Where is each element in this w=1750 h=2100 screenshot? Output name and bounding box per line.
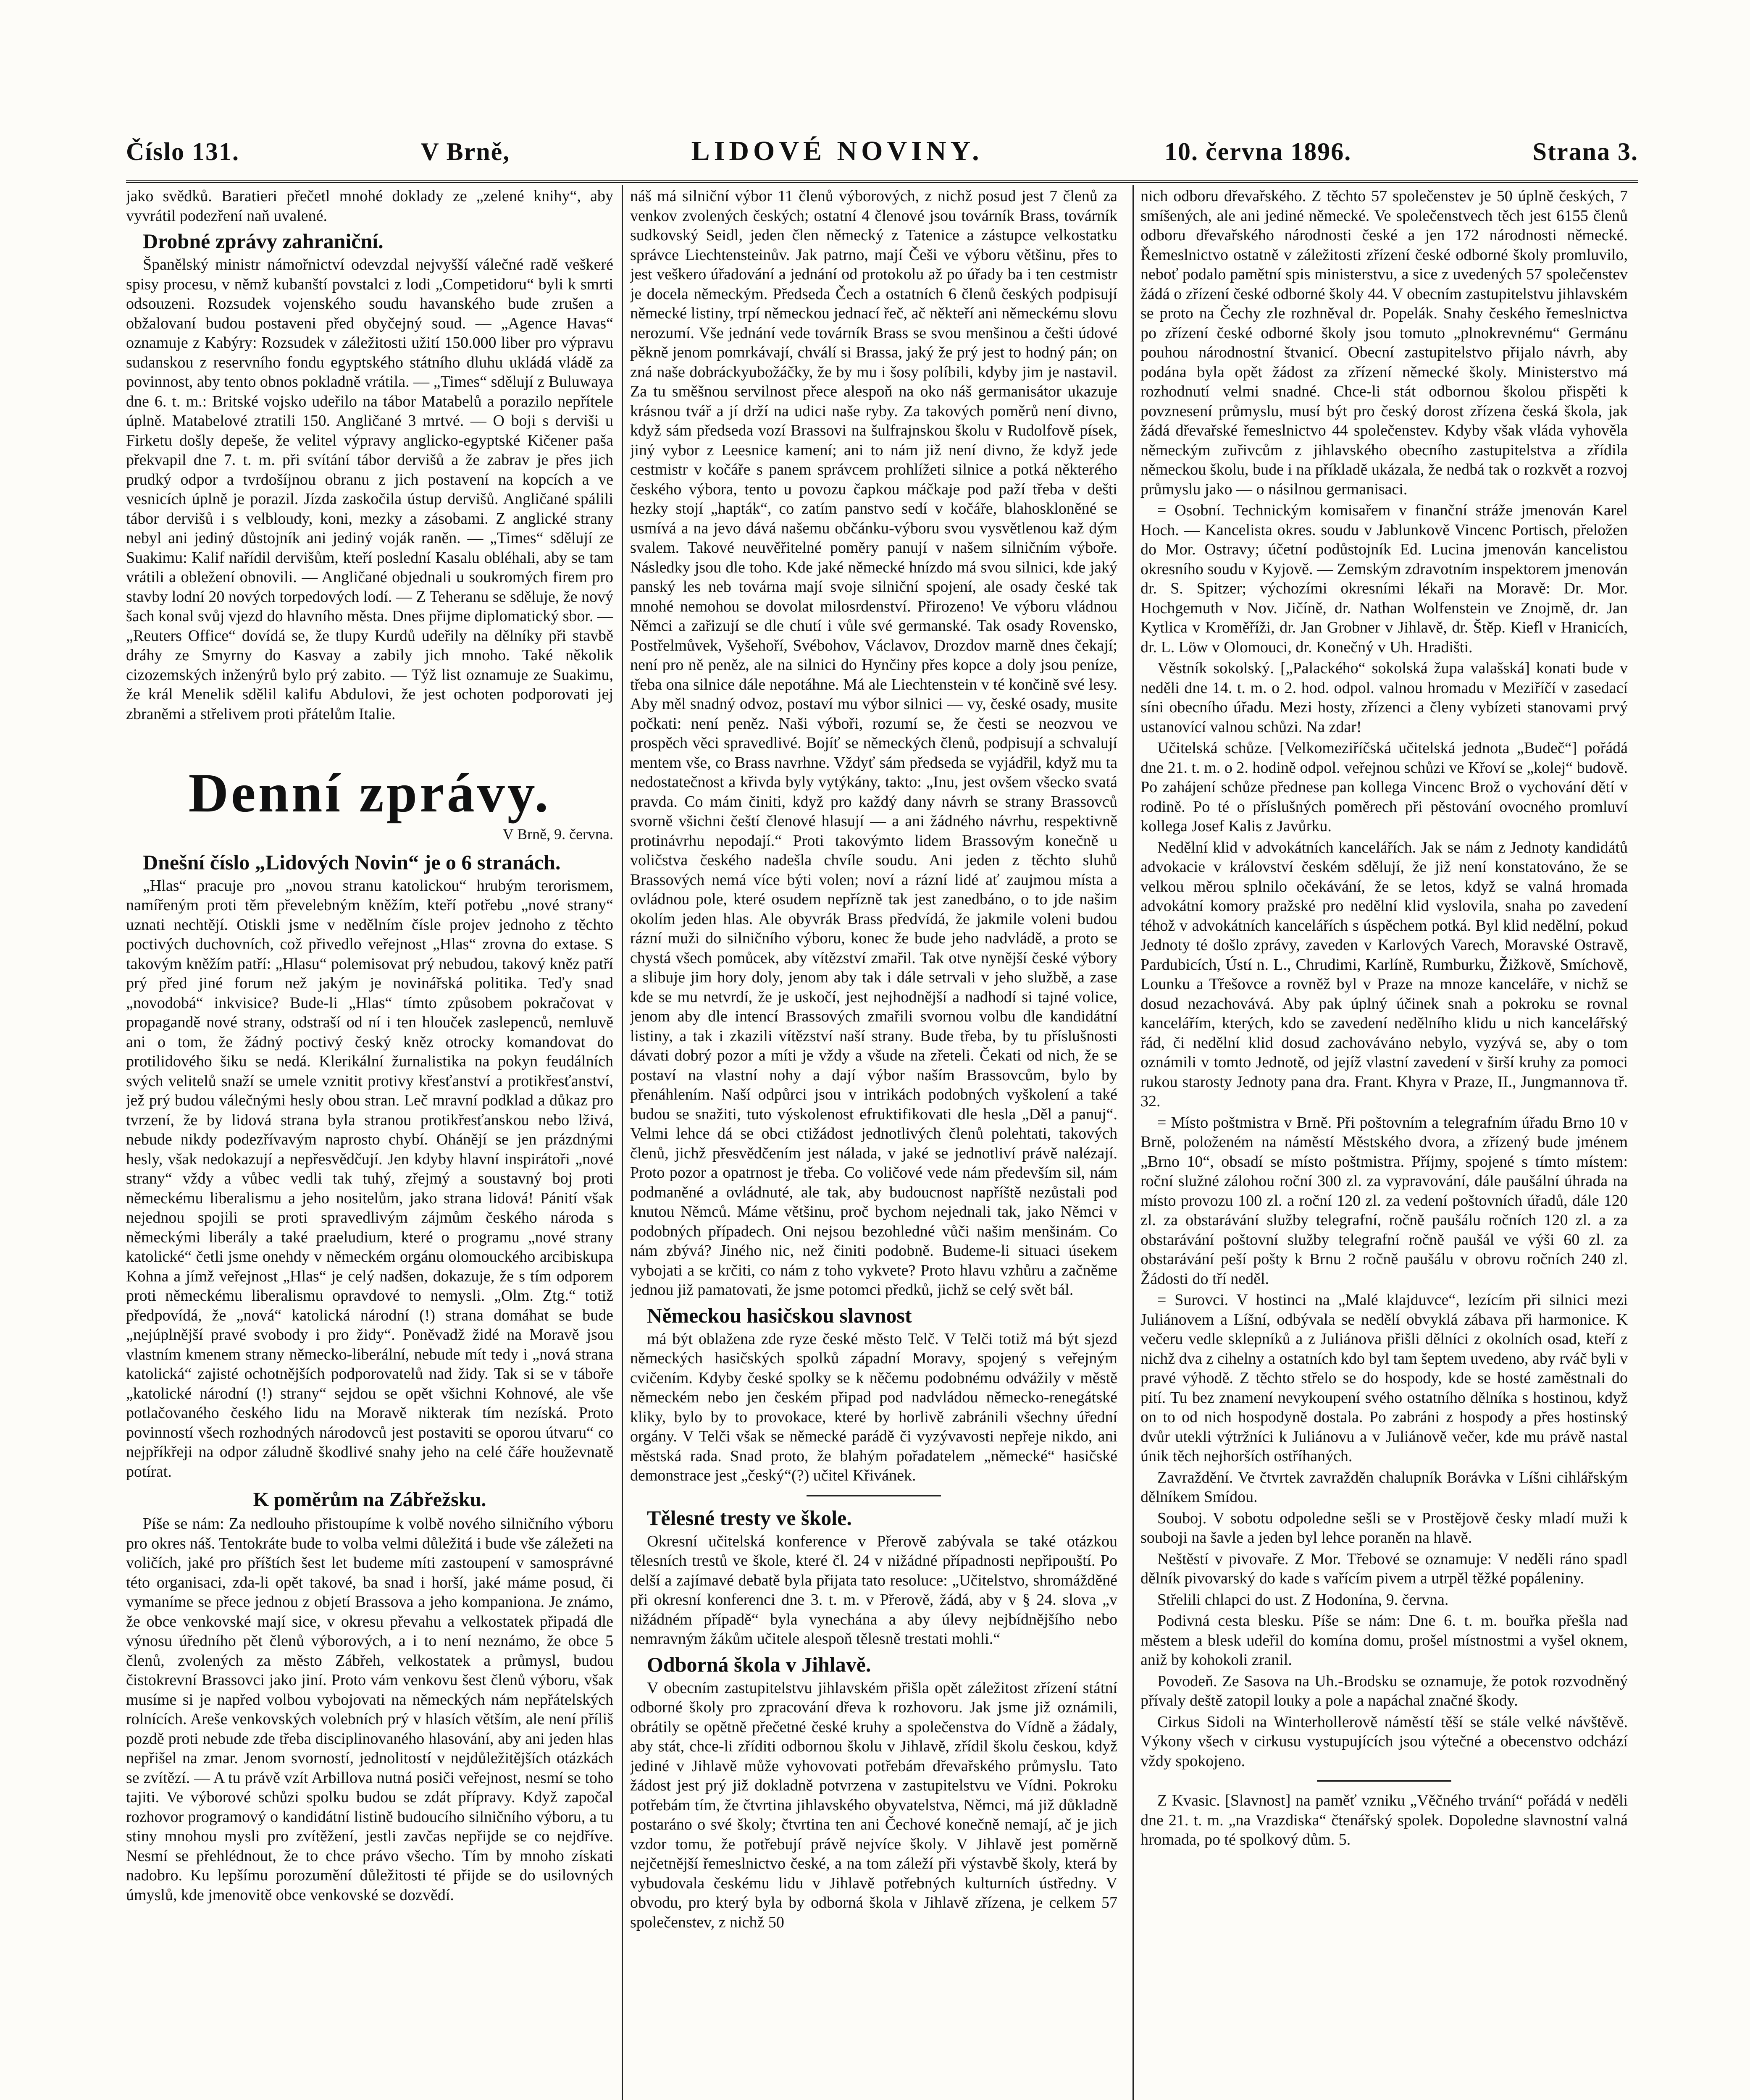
article-text: náš má silniční výbor 11 členů výborových, z nichž posud jest 7 členů za venkov zvolených českých; ostatní 4 členové jsou továrník Brass, továrník sudkovský Seidl, jeden člen německý z Tatenice a zástupce velkostatku správce Liechtensteinův. Jak patrno, mají Češi ve výboru většinu, přes to jest veškero úřadování a jednání od protokolu až po úřady ba i ten cestmistr je docela německým. Předseda Čech a ostatních 6 členů českých podpisují německé listiny, trpí německou jednací řeč, ač někteří ani německému slovu nerozumí. Vše jednání vede továrník Brass se svou menšinou a češti údové pěkně jenom pomrkávají, chválí si Brassa, jaký že prý jest to hodný pán; on zná naše dobráckyubožáčky, že by mu i šosy políbili, kdyby jim je nastavil. Za tu směšnou servilnost přece alespoň na oko náš germanisátor ukazuje krásnou tvář a jí drží na udici naše ryby. Za takových poměrů není divno, když sám předseda vozí Brassovi na šulfrajnskou školu v Rudolfově písek, jiný vybor z Leesnice kamení; ani to nám již není divno, že když jede cestmistr v kočáře s panem správcem prohlížeti silnice a potká některého českého výbora, tento u povozu čapkou máčkaje pod paží třeba v dešti hezky stojí „hapták“, co zatím panstvo sedí v kočáře, blahoskloněné se usmívá a na jevo dává našemu občánku-výboru svou vysvětlenou kaž dým svalem. Takové neuvěřitelné poměry panují v našem silničním výboře. Následky jsou dle toho. Kde jaké německé hnízdo má svou silnici, kde jaký panský les neb továrna mají svoje silniční spojení, ale osady české tak mnohé nemohou se dovolat milosrdenství. Přirozeno! Ve výboru vládnou Němci a zařizují se dle chutí i vůle své germanské. Tak osady Rovensko, Postřelmůvek, Vyšehoří, Svébohov, Václavov, Drozdov marně dnes čekají; není pro ně peněz, ale na silnici do Hynčiny přes kopce a doly jsou peníze, třeba ona silnice dále nepotáhne. Má ale Liechtenstein v té končině své lesy. Aby měl snadný odvoz, postaví mu výbor silnici — vy, české osady, musite počkati: není peněz. Naši výboři, rozumí se, že česti se neozvou ve prospěch věci spravedlivé. Bojíť se německých členů, podpisují a schvalují mentem vše, co Brass navrhne. Vždyť sám předseda se vyjádřil, když mu ta nedostatečnost a křivda byly vytýkány, takto: „Inu, jest ovšem všecko svatá pravda. Co mám činiti, když pro každý dany návrh se strany Brassovců svorně všichni čeští členové hlasují — a ani žádného návrhu, respektivně protinávrhu nepodají.“ Proti takovýmto lidem Brassovým konečně u voličstva českého nadešla chvíle soudu. Ani jeden z těchto sluhů Brassových nemá více býti volen; noví a rázní lidé ať zaujmou místa a ovládnou pole, které osudem nepřízně tak jest zanedbáno, o to jde našim okolím jeden hlas. Ale obyvrák Brass předvídá, že jakmile voleni budou rázní muži do silničního výboru, konec že bude jeho nadvládě, a proto se chystá všech pomůcek, aby vítězství zmařil. Tak otve nynější české výbory a slibuje jim hory doly, jenom aby tak i dále setrvali v jeho službě, a zase kde se mu netvrdí, že je uskočí, jest nejhodnější a nadhodí si tajné volice, jenom aby dle intencí Brassových zmařili svornou volbu dle kandidátní listiny, a tak i zkazili vítězství naší strany. Bude třeba, by tu příslušnosti dávati dobrý pozor a míti je vždy a všude na zřeteli. Čekati od nich, že se postaví na vlastní nohy a dají výbor naším Brassovcům, bylo by přenáhlením. Naší odpůrci jsou v intrikách podobných vyškolení a také budou se snažiti, tuto výskolenost efruktifikovati dle hesla „Děl a panuj“. Velmi lehce dá se obci ctižádost jednotlivých členů polehtati, takových členů, jichž přesvědčením jest nálada, v jaké se jednotliví právě nalézají. Proto pozor a opatrnost je třeba. Co voličové vede nám především sil, nám podmaněné a ovládnuté, ale tak, aby budoucnost napříště nezůstali pod knutou Němců. Máme většinu, proč bychom nejednali tak, jako Němci v podobných případech. Oni nejsou bezohledné vůči našim menšinám. Co nám zbývá? Jiného nic, než činiti podobně. Budeme-li situaci úsekem vybojati a se krčiti, co nám z toho vykvete? Proto hlavu vzhůru a začněme jednou již pamatovati, že jsme potomci předků, jichž se celý svět bál. bbox=[630, 187, 1117, 1299]
column-1 bbox=[126, 186, 613, 2100]
article-heading: Odborná škola v Jihlavě. bbox=[647, 1652, 871, 1676]
dateline: V Brně, 9. června. bbox=[502, 826, 613, 843]
header-rule bbox=[126, 180, 1638, 183]
article-text: má být oblažena zde ryze české město Telč. V Telči totiž má být sjezd německých hasičských spolků západní Moravy, spojený s veřejným cvičením. Kdyby české spolky se k něčemu podobnému odvážily v městě německém nebo jen českém připad pod nadvládou německo-renegátské kliky, bylo by to provokace, které by horlivě zabránili všechny úřední orgány. V Telči však se německé parádě či vyzývavosti nepřeje nikdo, ani městská rada. Snad proto, že blahým pořadatelem „německé“ hasičské demonstrace jest „český“(?) učitel Křivánek. bbox=[630, 1330, 1117, 1484]
news-item: Neštěstí v pivovaře. Z Mor. Třebové se oznamuje: V neděli ráno spadl dělník pivovarský do kade s vařícím pivem a utrpěl těžké popáleniny. bbox=[1140, 1550, 1628, 1587]
article-text: jako svědků. Baratieri přečetl mnohé doklady ze „zelené knihy“, aby vyvrátil podezření naň uvalené. bbox=[126, 187, 613, 225]
page-number: Strana 3. bbox=[1532, 138, 1638, 165]
separator-rule bbox=[1317, 1780, 1451, 1782]
page-header bbox=[126, 135, 1638, 173]
news-item: = Surovci. V hostinci na „Malé klajduvce“, lezícím při silnici mezi Juliánovem a Líšní, odbývala se nedělí obvyklá zábava při harmonice. K večeru vedle sklepníků a z Juliánova přišli dělníci z okolních osad, kteří z nichž dva z cihelny a ostatních kdo byl tam šeptem uvedeno, aby rváč byli v pravé výhodě. Z těchto střelo se do hospody, kde se hosté zaměstnali do pití. Tu bez znamení nevykoupení svého ostatního dělníka s hostinou, když on to od nich hospodyně dostala. Po zabráni z hospody a přes hostinský dvůr utekli výtržníci k Juliánovu a v Juliánově večer, kde mu právě nastal únik těch nejhorších ostříhaných. bbox=[1140, 1291, 1628, 1465]
issue-number: Číslo 131. bbox=[126, 138, 240, 165]
news-item: Učitelská schůze. [Velkomeziříčská učitelská jednota „Budeč“] pořádá dne 21. t. m. o 2. hodině odpol. veřejnou schůzi ve Křoví se „kolej“ budově. Po zahájení schůze přednese pan kollega Vincenc Brož o vychování dětí v rodině. Po té o příslušných poměrech při pěstování ovocného promluví kollega Josef Kalis z Javůrku. bbox=[1140, 739, 1628, 835]
news-item: Věstník sokolský. [„Palackého“ sokolská župa valašská] konati bude v neděli dne 14. t. m. o 2. hod. odpol. valnou hromadu v Meziříčí v zasedací síni obecního úřadu. Mezi hosty, zřízenci a členy vybízeti stanovami prvý ustanovící valnou schůzi. Na zdar! bbox=[1140, 659, 1628, 736]
place-line: V Brně, bbox=[420, 138, 510, 165]
news-item: Povodeň. Ze Sasova na Uh.-Brodsku se oznamuje, že potok rozvodněný přívaly deště zatopil louky a pole a napáchal značné škody. bbox=[1140, 1672, 1628, 1709]
article-heading: K poměrům na Zábřežsku. bbox=[253, 1488, 486, 1511]
news-item: Cirkus Sidoli na Winterhollerově náměstí těší se stále velké návštěvě. Výkony všech v cirkusu vystupujících jsou výtečné a obecenstvo odchází vždy spokojeno. bbox=[1140, 1713, 1628, 1770]
issue-date: 10. června 1896. bbox=[1164, 138, 1352, 165]
article-text: Španělský ministr námořnictví odevzdal nejvyšší válečné radě veškeré spisy procesu, v němž kubanští povstalci z lodi „Competidoru“ byli k smrti odsouzeni. Rozsudek vojenského soudu havanského bude zrušen a obžalovaní budou postaveni před obyčejný soud. — „Agence Havas“ oznamuje z Kabýry: Rozsudek v záležitosti užití 150.000 liber pro výpravu sudanskou z reservního fondu egyptského státního dluhu ukládá vládě za povinnost, aby tento obnos pokladně vrátila. — „Times“ sdělují z Buluwaya dne 6. t. m.: Britské vojsko udeřilo na tábor Matabelů a porazilo nepřítele úplně. Matabelové ztratili 150. Angličané 3 mrtvé. — O boji s derviši u Firketu došly depeše, že velitel výpravy anglicko-egyptské Kičener paša překvapil dne 7. t. m. při svítání tábor dervišů a že zabrav je přes jich prudký odpor a tvrdošíjnou obranu z jich postavení na kopcích a ve vesnicích úplně je porazil. Jízda zaskočila ústup dervišů. Angličané spálili tábor dervišů i s velbloudy, koni, mezky a zásobami. Z anglické strany nebyl ani jediný důstojník ani jediný voják raněn. — „Times“ sdělují ze Suakimu: Kalif nařídil dervišům, kteří poslední Kasalu obléhali, aby se tam vrátili a obležení obnovili. — Angličané objednali u soukromých firem pro stavby lodní 20 nových torpedových lodí. — Z Teheranu se sděluje, že nový šach konal svůj vjezd do hlavního města. Dnes přijme diplomatický sbor. — „Reuters Office“ dovídá se, že tlupy Kurdů udeřily na dělníky při stavbě dráhy ze Smyrny do Kasvay a zabily jich mnoho. Také několik cizozemských inženýrů bylo prý zabito. — Týž list oznamuje ze Suakimu, že král Menelik sdělil kalifu Abdulovi, že jest ochoten podporovati jej zbraněmi a střelivem proti přátelům Italie. bbox=[126, 256, 613, 723]
column-3 bbox=[1140, 186, 1628, 2100]
column-divider bbox=[622, 185, 623, 2100]
article-text: V obecním zastupitelstvu jihlavském přišla opět záležitost zřízení státní odborné školy pro zpracování dřeva k rozhovoru. Jak jsme již oznámili, obrátily se opětně přečetné české kruhy a společenstva do Vídně a žádaly, aby stát, chce-li zříditi odbornou školu v Jihlavě, zřídil školu českou, když jediné v Jihlavě může vyhovovati potřebám dřevařského průmyslu. Tato žádost jest prý již dokladně potvrzena v zastupitelstvu ve Vídni. Pokroku potřebám tím, že čtvrtina jihlavského obyvatelstva, Němci, má již důkladně postaráno o své školy; čtvrtina ten ani Čechové konečně nemají, ač je jich vzdor tomu, že potřebují právě nejvíce školy. V Jihlavě jest poměrně nejčetnější řemeslnictvo české, a na tom záleží při výstavbě školy, která by vybudovala českému lidu v Jihlavě potřebných kulturních ústředny. V obvodu, pro který byla by odborná škola v Jihlavě zřízena, je celkem 57 společenstev, z nichž 50 bbox=[630, 1679, 1117, 1931]
section-title-denni-zpravy: Denní zprávy. bbox=[188, 762, 551, 824]
article-text: „Hlas“ pracuje pro „novou stranu katolickou“ hrubým terorismem, namířeným proti těm převelebným kněžím, kteří potřebu „nové strany“ uznati nechtějí. Otiskli jsme v nedělním čísle projev jednoho z těchto poctivých duchovních, což přivedlo veřejnost „Hlas“ zrovna do extase. S takovým kněžím patří: „Hlasu“ polemisovat prý nebudou, takový kněz patří prý před jiné forum než jakým je novinářská politika. Teďy snad „novodobá“ inkvisice? Bude-li „Hlas“ tímto způsobem pokračovat v propagandě nové strany, odstraší od ní i ten hlouček zaslepenců, nemluvě ani o tom, že žádný poctivý český kněz otrocky komandovat do protilidového šiku se nedá. Klerikální žurnalistika na pokyn feudálních svých velitelů snaží se umele vznitit protivy křesťanství a protikřesťanství, jež prý budou válečnými hesly obou stran. Leč mravní podklad a důkaz pro tvrzení, že by lidová strana byla stranou protikřesťanskou nebo lživá, nebude nikdy podezřívavým naprosto chybí. Ohánějí se jen prázdnými hesly, však nedokazují a nepřesvědčují. Jen kdyby hlavní inspirátoři „nové strany“ vždy a vůbec vedli tak tuhý, zřejmý a soustavný boj proti německému liberalismu a jeho nositelům, jako strana lidová! Pánití však nejednou spojili se proti spravedlivým zájmům českého národa s německými liberály a také praeludium, které o programu „nové strany katolické“ četli jsme onehdy v německém orgánu olomouckého arcibiskupa Kohna a jímž veřejnost „Hlas“ je celý nadšen, dokazuje, že s tím odporem proti německému liberalismu opravdové to nemysli. „Olm. Ztg.“ totiž předpovídá, že „nová“ katolická národní (!) strana domáhat se bude „nejúplnější pravé svobody i pro židy“. Poněvadž židé na Moravě jsou vlastním kmenem strany německo-liberální, nebude mít tedy i „nová strana katolická“ zajisté ochotnějších podporovatelů nad židy. Tak si se v táboře „katolické národní (!) strany“ sejdou se opět všichni Kohnové, ale vše potlačovaného českého lidu na Moravě nikterak tím nezíská. Proto povinností všech rozhodných národovců jest postaviti se oporou útvaru“ co nejpříkřeji na odpor záludně škodlivé snahy jeho na celé čáře houževnatě potírat. bbox=[126, 877, 613, 1480]
news-item: Souboj. V sobotu odpoledne sešli se v Prostějově česky mladí muži k souboji na šavle a jeden byl lehce poraněn na hlavě. bbox=[1140, 1509, 1628, 1546]
article-text: Píše se nám: Za nedlouho přistoupíme k volbě nového silničního výboru pro okres náš. Tentokráte bude to volba velmi důležitá i bude vše záležeti na voličích, jaké pro příštích šest let budeme míti zastoupení v samosprávné této organisaci, zda-li opět takové, ba snad i horší, jaké máme posud, či vymaníme se přece jednou z objetí Brassova a jeho kompaniona. Je známo, že obce venkovské mají sice, v okresu převahu a velkostatek připadá dle výnosu úředního pět členů výborových, a i to není neznámo, že obce 5 členů, zvolených za město Zábřeh, velkostatek a průmysl, budou čistokrevní Brassovci jako jiní. Proto vám venkovu šest členů výboru, však musíme si je napřed volbou vybojovati na německých nám nepřátelských rolnících. Areše venkovských volebních prý v hlasích větším, ale není příliš pozdě proti nebude zde třeba disciplinovaného hlasování, aby ani jeden hlas nepřišel na zmar. Jenom svorností, jednolitostí v nejdůležitějších otázkách se zvítězí. — A tu právě vzít Arbillova nutná posiči veřejnost, nesmí se toho tajiti. Ve výborové schůzi spolku budou se zdát přípravy. Když započal rozhovor programový o kandidátní listině budoucího silničního výboru, a tu stiny mnohou mysli pro zvítěžení, jestli zavčas nepřijde se co nejdříve. Nesmí se přehlédnout, že to chce právo všecho. Tím by mnoho získati nadobro. Ku lepšímu porozumění důležitosti té přijde se do usilovných úmyslů, kde jmenovitě obce venkovské se dozvědí. bbox=[126, 1515, 613, 1904]
news-item: Z Kvasic. [Slavnost] na paměť vzniku „Věčného trvání“ pořádá v neděli dne 21. t. m. „na Vrazdiska“ čtenářský spolek. Dopoledne slavnostní valná hromada, po té spolkový dům. 5. bbox=[1140, 1792, 1628, 1848]
news-item: = Osobní. Technickým komisařem v finanční stráže jmenován Karel Hoch. — Kancelista okres. soudu v Jablunkově Vincenc Portisch, přeložen do Mor. Ostravy; účetní podůstojník Ed. Lucina jmenován kancelistou okresního soudu v Kyjově. — Zemským zdravotním inspektorem jmenován dr. S. Spitzer; výchozími okresními lékaři na Moravě: Dr. Mor. Hochgemuth v Nov. Jičíně, dr. Nathan Wolfenstein ve Znojmě, dr. Jan Kytlica v Kroměříži, dr. Jan Grobner v Jihlavě, dr. Štěp. Kiefl v Hranicích, dr. L. Löw v Olomouci, dr. Konečný v Uh. Hradišti. bbox=[1140, 501, 1628, 656]
masthead: LIDOVÉ NOVINY. bbox=[691, 136, 983, 166]
column-2 bbox=[630, 186, 1117, 2100]
news-item: Střelili chlapci do ust. Z Hodonína, 9. června. bbox=[1157, 1591, 1449, 1609]
article-text: Okresní učitelská konference v Přerově zabývala se také otázkou tělesních trestů ve škole, které čl. 24 v nižádné případnosti nepřipouští. Po delší a zajímavé debatě byla přijata tato resoluce: „Učitelstvo, shromážděné při okresní konferenci dne 3. t. m. v Přerově, žádá, aby v § 24. slova „v nižádném případě“ byla vynechána a aby úlevy nejbídnějšího nebo nemravným žákům učitele alespoň tělesně trestati mohli.“ bbox=[630, 1532, 1117, 1648]
article-heading: Německou hasičskou slavnost bbox=[647, 1303, 912, 1327]
news-item: Zavraždění. Ve čtvrtek zavražděn chalupník Borávka v Líšni cihlářským dělníkem Smídou. bbox=[1140, 1468, 1628, 1506]
separator-rule bbox=[807, 1495, 941, 1496]
news-item: Nedělní klid v advokátních kancelářích. Jak se nám z Jednoty kandidátů advokacie v království českém sdělují, že již není konstatováno, že se velkou měrou splnilo očekávání, že se letos, když se valná hromada advokátní komory pražské pro nedělní klid vyslovila, snaha po zavedení téhož v advokátních kancelářích s úspěchem potká. Byl klid nedělní, pokud Jednoty té došlo zprávy, zaveden v Karlových Varech, Moravské Ostravě, Pardubicích, Ústí n. L., Chrudimi, Karlíně, Rumburku, Žižkově, Smíchově, Lounku a Třešovce a rovněž byl v Praze na mnoze kanceláře, v nichž se dosud nezachovává. Aby pak úplný účinek snah a pokroku se rovnal kancelářím, kterých, kdo se zavedení nedělního klidu u nich kancelářský řád, či nedělní klid dosud zachováváno nebylo, vyzývá se, aby o tom oznámili v tomto Jednotě, od jejíž vlastní zavedení v širší kruhy za pomoci rukou starosty Jednoty pana dra. Frant. Khyra v Praze, II., Jungmannova tř. 32. bbox=[1140, 838, 1628, 1110]
notice-heading: Dnešní číslo „Lidových Novin“ je o 6 stranách. bbox=[143, 850, 561, 874]
article-heading: Tělesné tresty ve škole. bbox=[647, 1506, 852, 1530]
article-text: nich odboru dřevařského. Z těchto 57 společenstev je 50 úplně českých, 7 smíšených, ale ani jediné německé. Ve společenstvech těch jest 6155 členů odboru dřevařského národnosti české a jen 172 národnosti německé. Řemeslnictvo ostatně v záležitosti zřízení české odborné školy promluvilo, neboť podalo pamětní spis ministerstvu, a sice z uvedených 57 společenstev žádá o zřízení české odborné školy 44. V obecním zastupitelstvu jihlavském se proto na Čechy zle rozhněval dr. Popelák. Snahy českého řemeslnictva po zřízení české odborné školy jsou tomuto „plnokrevnému“ Germánu pouhou národnostní štvanicí. Obecní zastupitelstvo přijalo návrh, aby podána byla opět žádost za zřízení německé školy. Ministerstvo má rozhodnutí velmi snadné. Chce-li stát odbornou školou přispěti k povznesení průmyslu, musí být pro český dorost zřízena česká škola, jak žádá dřevařské řemeslnictvo 44 společenstev. Kdyby však vláda vyhověla německým zuřivcům z jihlavského obecního zastupitelstva a zřídila německou školu, bude i na příkladě ukázala, že nedbá tak o rozkvět a rozvoj průmyslu jako — o násilnou germanisaci. bbox=[1140, 187, 1628, 498]
column-divider bbox=[1133, 185, 1134, 2100]
news-item: = Místo poštmistra v Brně. Při poštovním a telegrafním úřadu Brno 10 v Brně, položeném na náměstí Městského dvora, a zřízený bude jménem „Brno 10“, obsadí se místo poštmistra. Příjmy, spojené s tímto místem: roční služné zálohou roční 300 zl. za vypravování, dále paušální úhrada na místo provozu 100 zl. a roční 120 zl. za vedení poštovních úřadů, dále 120 zl. za obstarávání služby telegrafní, ročně paušálu ročních 120 zl. a za obstarávání poštovní služby telegrafní ročně paušál ve výši 60 zl. za obstarávání peší pošty k Brnu 2 ročně paušálu v obrovu ročních 240 zl. Žádosti do tří neděl. bbox=[1140, 1113, 1628, 1288]
news-item: Podivná cesta blesku. Píše se nám: Dne 6. t. m. bouřka přešla nad městem a blesk udeřil do komína domu, prošel místnostmi a vyšel oknem, aniž by kohokoli zranil. bbox=[1140, 1612, 1628, 1669]
section-heading: Drobné zprávy zahraniční. bbox=[143, 229, 384, 253]
